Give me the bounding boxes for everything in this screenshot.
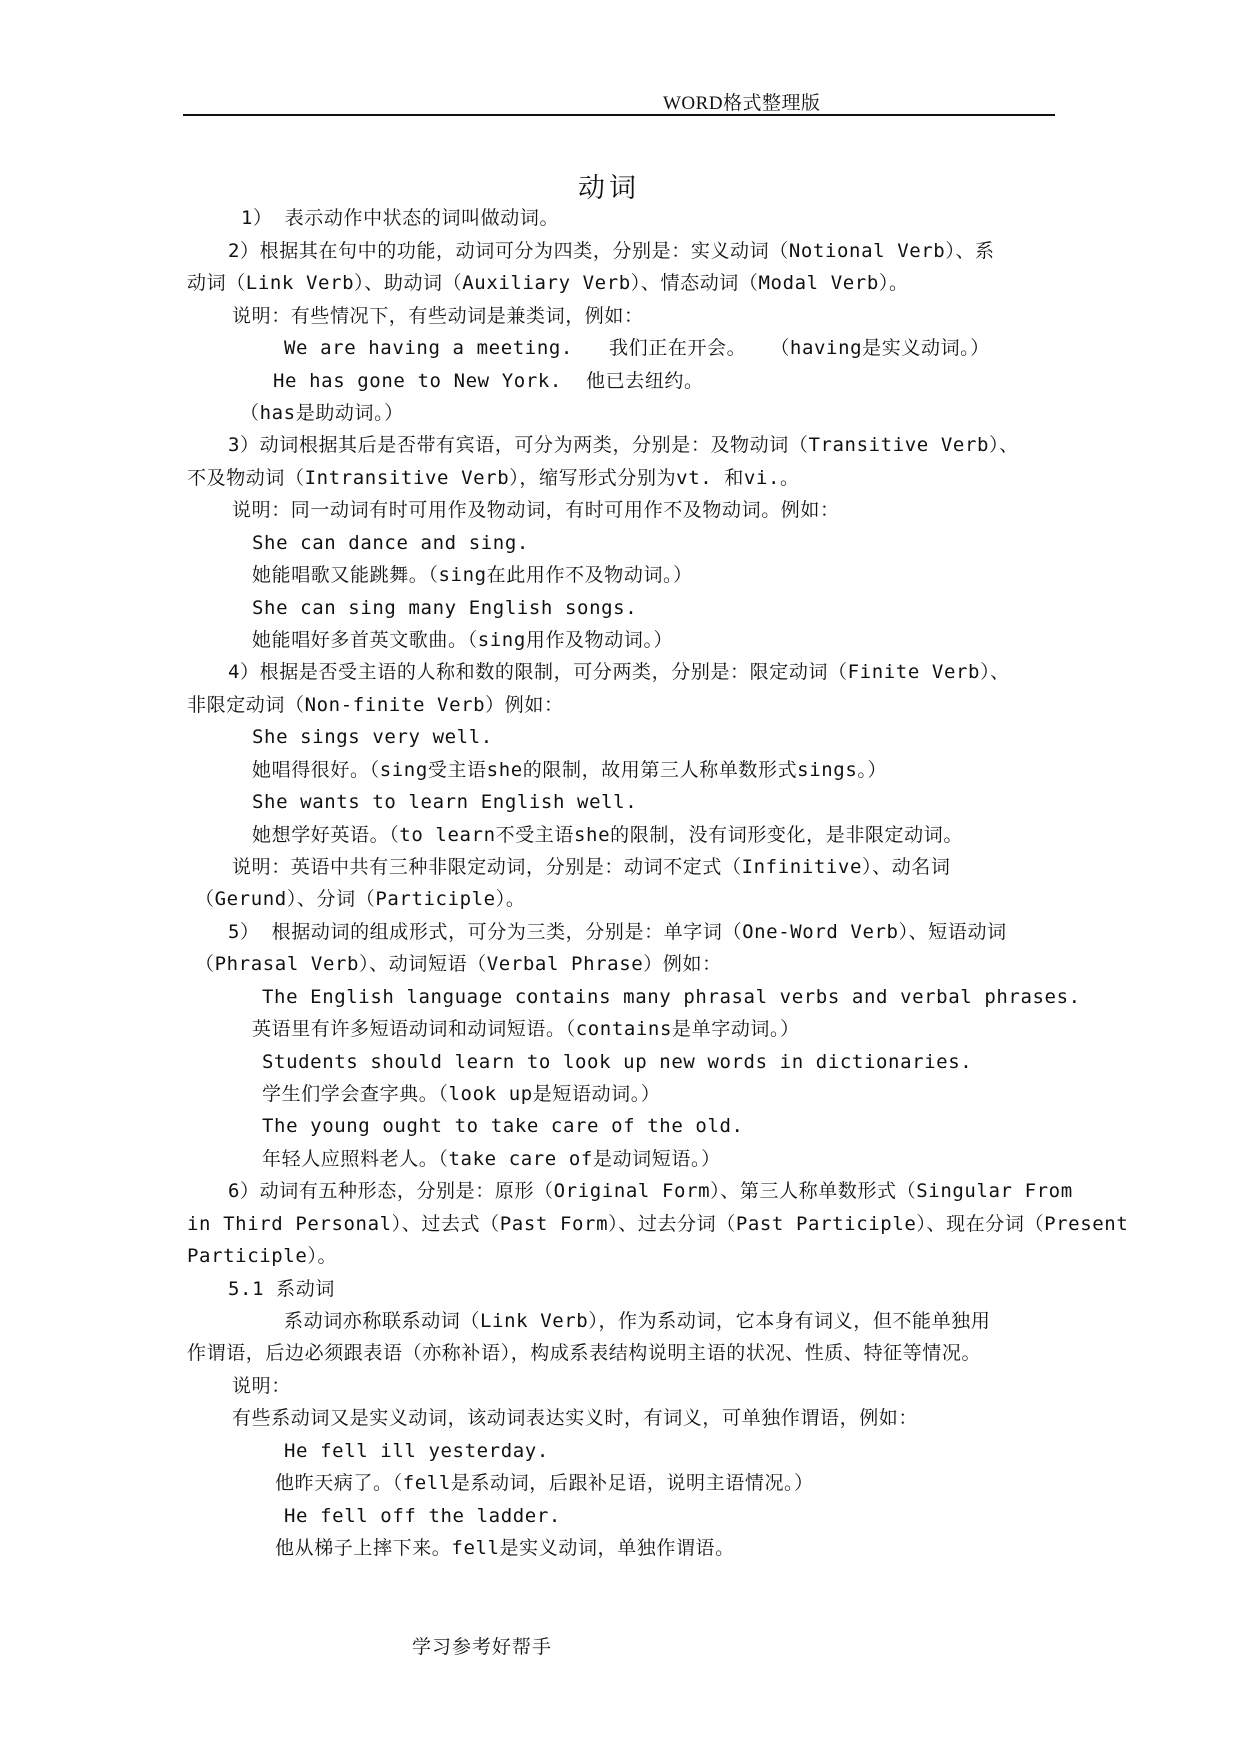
body-line: 说明：有些情况下，有些动词是兼类词，例如： <box>232 305 644 327</box>
body-line: The English language contains many phrasal verbs and verbal phrases. <box>262 986 1081 1008</box>
body-line: 她唱得很好。（sing受主语she的限制，故用第三人称单数形式sings。） <box>252 759 888 781</box>
header-rule <box>183 114 1055 116</box>
body-line: She can sing many English songs. <box>252 597 638 619</box>
body-line: 她能唱好多首英文歌曲。（sing用作及物动词。） <box>252 629 674 651</box>
body-line: 她能唱歌又能跳舞。（sing在此用作不及物动词。） <box>252 564 693 586</box>
body-line: 5.1 系动词 <box>228 1278 335 1300</box>
page-footer: 学习参考好帮手 <box>412 1636 553 1658</box>
body-line: Participle）。 <box>187 1245 338 1267</box>
body-line: 年轻人应照料老人。（take care of是动词短语。） <box>262 1148 721 1170</box>
body-line: She sings very well. <box>252 726 493 748</box>
document-title: 动词 <box>578 173 640 204</box>
body-line: 他昨天病了。（fell是系动词，后跟补足语，说明主语情况。） <box>275 1472 814 1494</box>
body-line: 2）根据其在句中的功能，动词可分为四类，分别是：实义动词（Notional Verb）、系 <box>228 240 995 262</box>
body-line: 4）根据是否受主语的人称和数的限制，可分两类，分别是：限定动词（Finite Verb）、 <box>228 661 1010 683</box>
body-line: He fell ill yesterday. <box>284 1440 549 1462</box>
body-line: We are having a meeting. 我们正在开会。 （having是实义动词。） <box>284 337 990 359</box>
body-line: 动词（Link Verb）、助动词（Auxiliary Verb）、情态动词（Modal Verb）。 <box>187 272 909 294</box>
body-line: 说明：同一动词有时可用作及物动词，有时可用作不及物动词。例如： <box>232 499 840 521</box>
body-line: 说明： <box>232 1375 291 1397</box>
body-line: 5） 根据动词的组成形式，可分为三类，分别是：单字词（One-Word Verb）、短语动词 <box>228 921 1007 943</box>
body-line: （has是助动词。） <box>240 402 404 424</box>
body-line: 3）动词根据其后是否带有宾语，可分为两类，分别是：及物动词（Transitive Verb）、 <box>228 434 1019 456</box>
body-line: He fell off the ladder. <box>284 1505 561 1527</box>
body-line: （Phrasal Verb）、动词短语（Verbal Phrase）例如： <box>195 953 722 975</box>
body-line: 非限定动词（Non-finite Verb）例如： <box>187 694 564 716</box>
page-header: WORD格式整理版 <box>663 93 821 114</box>
body-line: Students should learn to look up new words in dictionaries. <box>262 1051 973 1073</box>
body-line: 说明：英语中共有三种非限定动词，分别是：动词不定式（Infinitive）、动名词 <box>232 856 951 878</box>
body-line: She can dance and sing. <box>252 532 529 554</box>
body-line: 英语里有许多短语动词和动词短语。（contains是单字动词。） <box>252 1018 800 1040</box>
body-line: 他从梯子上摔下来。fell是实义动词，单独作谓语。 <box>275 1537 735 1559</box>
body-line: 她想学好英语。（to learn不受主语she的限制，没有词形变化，是非限定动词。 <box>252 824 963 846</box>
body-line: 系动词亦称联系动词（Link Verb），作为系动词，它本身有词义，但不能单独用 <box>284 1310 991 1332</box>
body-line: （Gerund）、分词（Participle）。 <box>195 888 526 910</box>
body-line: The young ought to take care of the old. <box>262 1115 744 1137</box>
body-line: She wants to learn English well. <box>252 791 638 813</box>
body-line: 1） 表示动作中状态的词叫做动词。 <box>241 207 560 229</box>
body-line: 不及物动词（Intransitive Verb），缩写形式分别为vt. 和vi.。 <box>187 467 800 489</box>
body-line: 6）动词有五种形态，分别是：原形（Original Form）、第三人称单数形式（Singular From <box>228 1180 1073 1202</box>
body-line: 作谓语，后边必须跟表语（亦称补语），构成系表结构说明主语的状况、性质、特征等情况。 <box>187 1342 982 1364</box>
body-line: in Third Personal）、过去式（Past Form）、过去分词（Past Participle）、现在分词（Present <box>187 1213 1129 1235</box>
body-line: 学生们学会查字典。（look up是短语动词。） <box>262 1083 661 1105</box>
body-line: He has gone to New York. 他已去纽约。 <box>273 370 704 392</box>
body-line: 有些系动词又是实义动词，该动词表达实义时，有词义，可单独作谓语，例如： <box>232 1407 919 1429</box>
